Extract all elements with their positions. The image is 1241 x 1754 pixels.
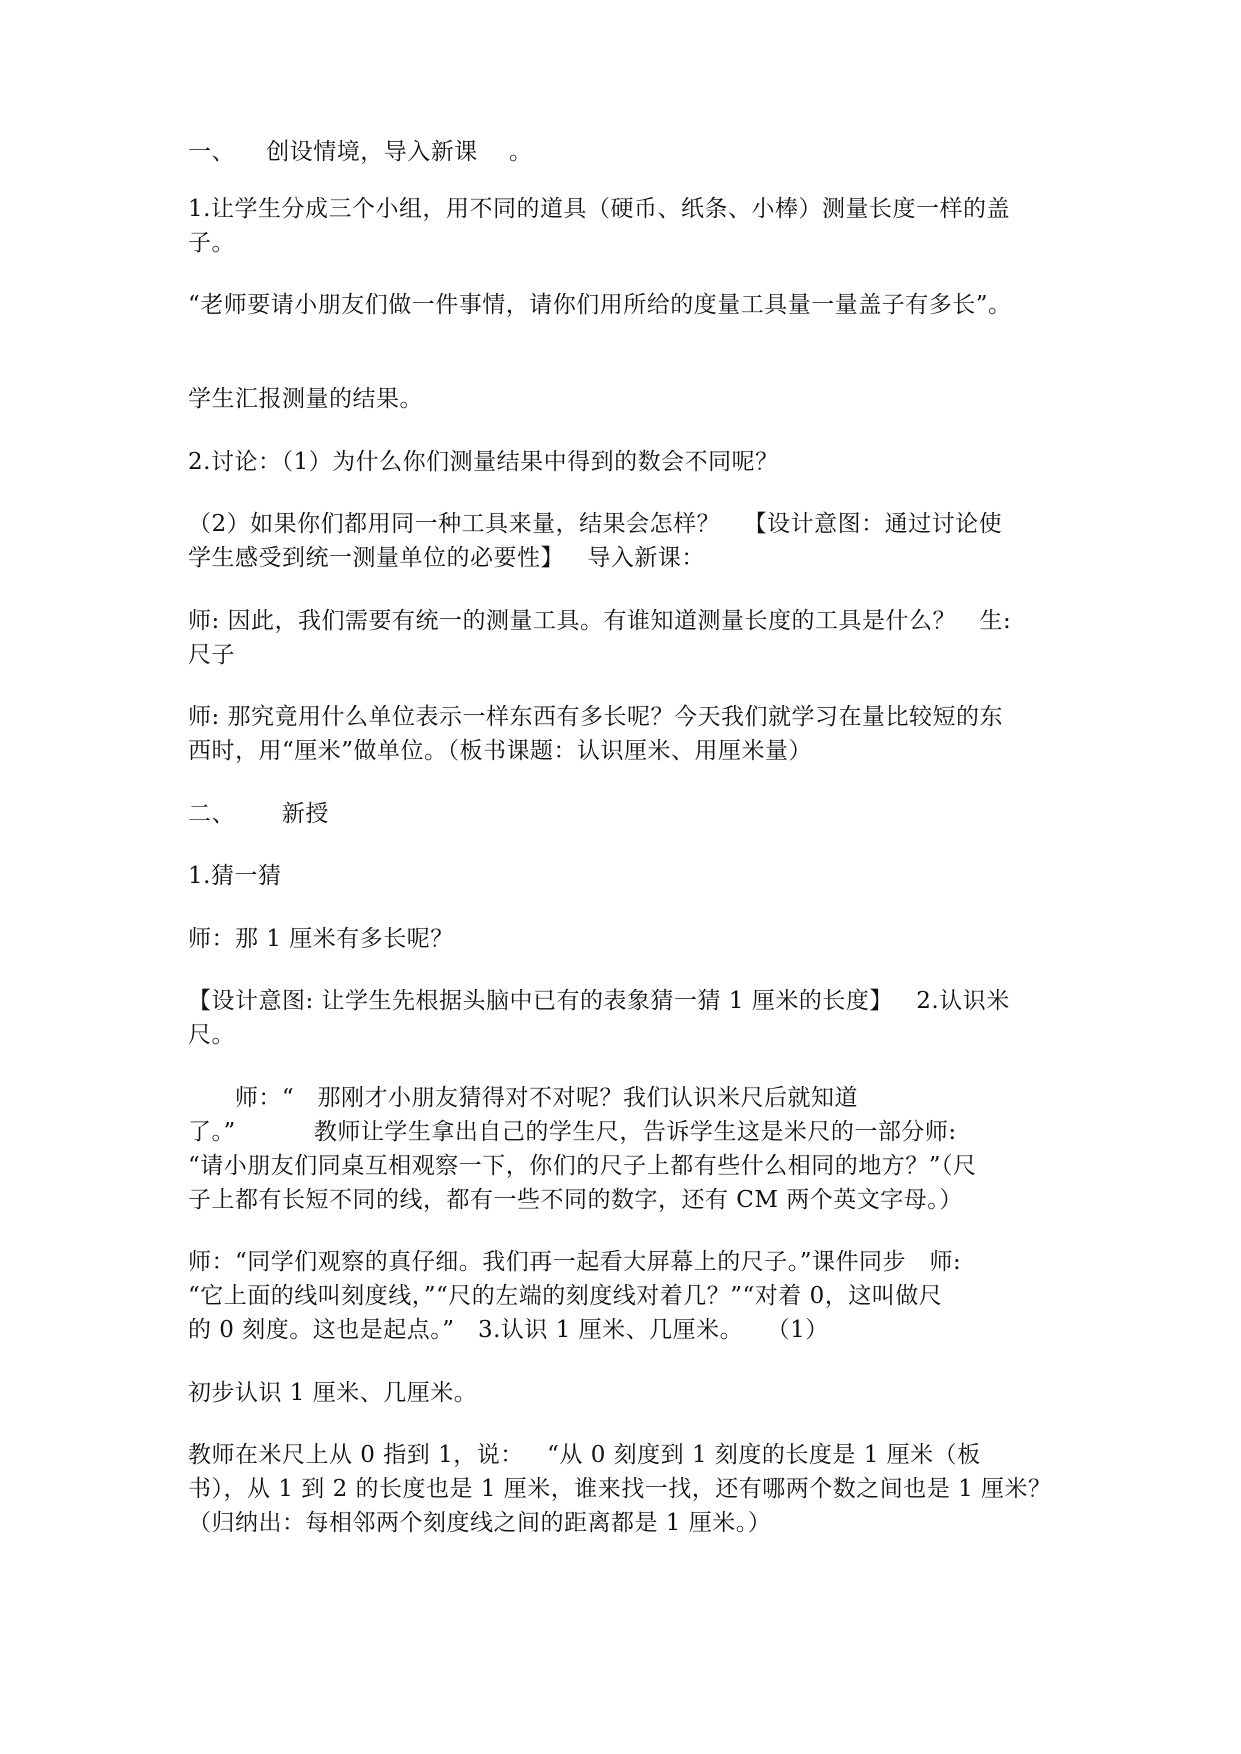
paragraph-line: 书），从 1 到 2 的长度也是 1 厘米，谁来找一找，还有哪两个数之间也是 1 厘米？: [188, 1476, 1052, 1502]
paragraph-line: 师：“同学们观察的真仔细。我们再一起看大屏幕上的尺子。”课件同步 师:: [188, 1249, 962, 1275]
paragraph-line: 师: 因此，我们需要有统一的测量工具。有谁知道测量长度的工具是什么？ 生:: [188, 608, 1012, 634]
paragraph-line: 2.讨论：（1）为什么你们测量结果中得到的数会不同呢？: [188, 449, 779, 475]
paragraph-line: （2）如果你们都用同一种工具来量，结果会怎样？ 【设计意图：通过讨论使: [188, 511, 1003, 537]
paragraph-line: “请小朋友们同桌互相观察一下，你们的尺子上都有些什么相同的地方？”（尺: [188, 1153, 977, 1179]
paragraph-line: 师：那 1 厘米有多长呢？: [188, 926, 454, 952]
paragraph-line: 学生汇报测量的结果。: [188, 386, 423, 412]
paragraph-line: “老师要请小朋友们做一件事情，请你们用所给的度量工具量一量盖子有多长”。: [188, 292, 1012, 318]
heading-1: 一、 创设情境，导入新课 。: [188, 139, 533, 165]
paragraph-line: 1.让学生分成三个小组，用不同的道具（硬币、纸条、小棒）测量长度一样的盖: [188, 196, 1010, 222]
paragraph-line: 师：“ 那刚才小朋友猜得对不对呢？我们认识米尺后就知道: [188, 1085, 859, 1111]
paragraph-line: 子。: [188, 230, 235, 256]
paragraph-line: 西时，用“厘米”做单位。（板书课题：认识厘米、用厘米量）: [188, 738, 813, 764]
paragraph-line: 【设计意图: 让学生先根据头脑中已有的表象猜一猜 1 厘米的长度】 2.认识米: [188, 988, 1010, 1014]
paragraph-line: 学生感受到统一测量单位的必要性】 导入新课：: [188, 545, 705, 571]
paragraph-line: 教师在米尺上从 0 指到 1，说： “从 0 刻度到 1 刻度的长度是 1 厘米（板: [188, 1442, 981, 1468]
paragraph-line: 师: 那究竟用什么单位表示一样东西有多长呢？今天我们就学习在量比较短的东: [188, 704, 1004, 730]
heading-2: 二、 新授: [188, 801, 329, 827]
paragraph-line: 1.猜一猜: [188, 863, 282, 889]
paragraph-line: 尺子: [188, 642, 235, 668]
paragraph-line: 尺。: [188, 1022, 235, 1048]
paragraph-line: 了。” 教师让学生拿出自己的学生尺，告诉学生这是米尺的一部分师:: [188, 1119, 957, 1145]
paragraph-line: “它上面的线叫刻度线，”“尺的左端的刻度线对着几？”“对着 0，这叫做尺: [188, 1283, 943, 1309]
paragraph-line: 的 0 刻度。这也是起点。” 3.认识 1 厘米、几厘米。 （1）: [188, 1317, 829, 1343]
paragraph-line: （归纳出：每相邻两个刻度线之间的距离都是 1 厘米。）: [188, 1510, 772, 1536]
paragraph-line: 初步认识 1 厘米、几厘米。: [188, 1380, 478, 1406]
paragraph-line: 子上都有长短不同的线，都有一些不同的数字，还有 CM 两个英文字母。）: [188, 1187, 963, 1213]
